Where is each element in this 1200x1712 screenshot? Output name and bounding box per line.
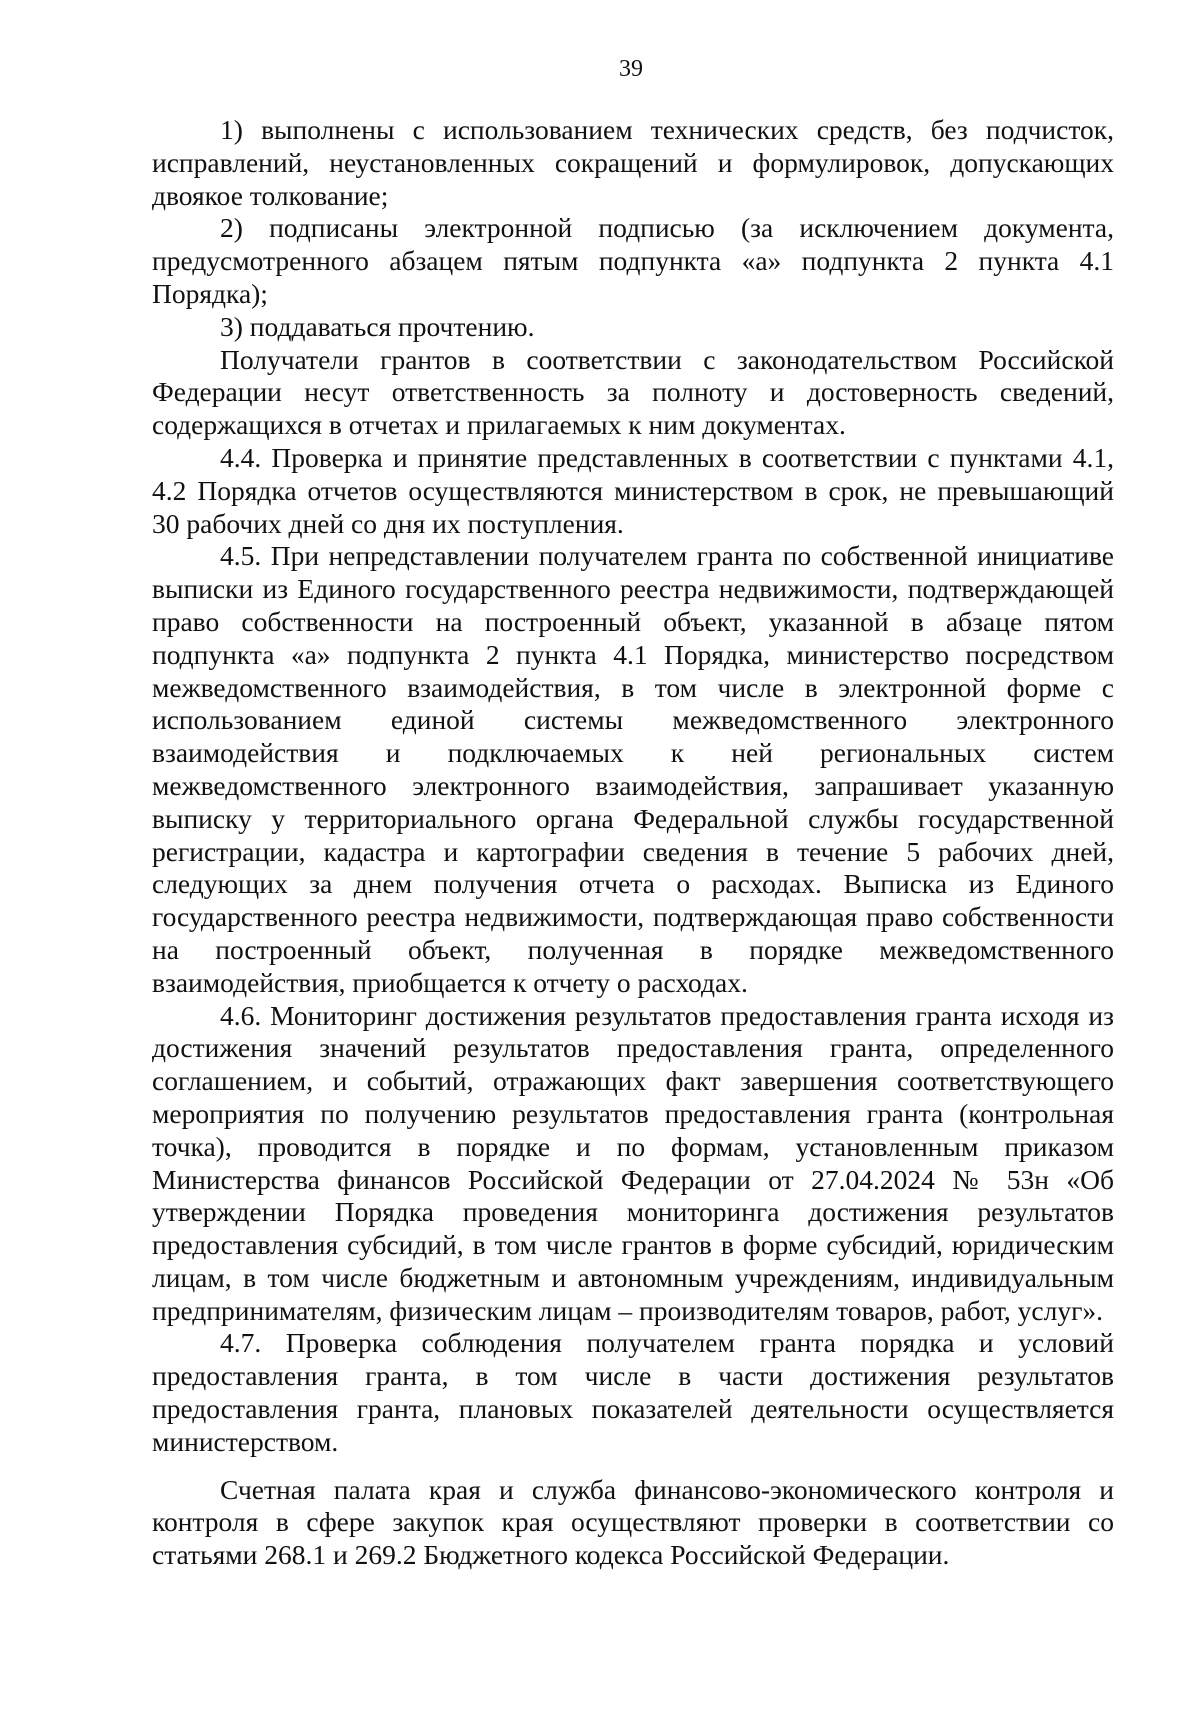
paragraph-4-4: 4.4. Проверка и принятие представленных в соответствии с пунктами 4.1, 4.2 Порядка отчетов осуществляются министерством в срок, не превышающий 30 рабочих дней со дня их поступления. [152,441,1114,539]
list-item-3: 3) поддаваться прочтению. [220,310,535,342]
list-item-2: 2) подписаны электронной подписью (за исключением документа, предусмотренного абзацем пятым подпункта «а» подпункта 2 пункта 4.1 Порядка); [152,212,1114,309]
paragraph-4-7: 4.7. Проверка соблюдения получателем гранта порядка и условий предоставления гранта, в том числе в части достижения результатов предоставления гранта, плановых показателей деятельности осуществляется министерством. [152,1327,1114,1457]
list-item-1: 1) выполнены с использованием технических средств, без подчисток, исправлений, неустановленных сокращений и формулировок, допускающих двоякое толкование; [152,114,1114,211]
paragraph-4-6: 4.6. Мониторинг достижения результатов предоставления гранта исходя из достижения значений результатов предоставления гранта, определенного соглашением, и событий, отражающих факт завершения соответствующего мероприятия по получению результатов предоставления гранта (контрольная точка), проводится в порядке и по формам, установленным приказом Министерства финансов Российской Федерации от 27.04.2024 № 53н «Об утверждении Порядка проведения мониторинга достижения результатов предоставления субсидий, в том числе грантов в форме субсидий, юридическим лицам, в том числе бюджетным и автономным учреждениям, индивидуальным предпринимателям, физическим лицам – производителям товаров, работ, услуг». [152,999,1114,1326]
page-number: 39 [619,56,643,82]
paragraph-4-5: 4.5. При непредставлении получателем гранта по собственной инициативе выписки из Единого государственного реестра недвижимости, подтверждающей право собственности на построенный объект, указанной в абзаце пятом подпункта «а» подпункта 2 пункта 4.1 Порядка, министерство посредством межведомственного взаимодействия, в том числе в электронной форме с использованием единой системы межведомственного электронного взаимодействия и подключаемых к ней региональных систем межведомственного электронного взаимодействия, запрашивает указанную выписку у территориального органа Федеральной службы государственной регистрации, кадастра и картографии сведения в течение 5 рабочих дней, следующих за днем получения отчета о расходах. Выписка из Единого государственного реестра недвижимости, подтверждающая право собственности на построенный объект, полученная в порядке межведомственного взаимодействия, приобщается к отчету о расходах. [152,540,1114,998]
paragraph-responsibility: Получатели грантов в соответствии с законодательством Российской Федерации несут ответственность за полноту и достоверность сведений, содержащихся в отчетах и прилагаемых к ним документах. [152,343,1114,441]
document-body [152,114,1114,1572]
paragraph-audit: Счетная палата края и служба финансово-экономического контроля и контроля в сфере закупок края осуществляют проверки в соответствии со статьями 268.1 и 269.2 Бюджетного кодекса Российской Федерации. [152,1473,1114,1571]
